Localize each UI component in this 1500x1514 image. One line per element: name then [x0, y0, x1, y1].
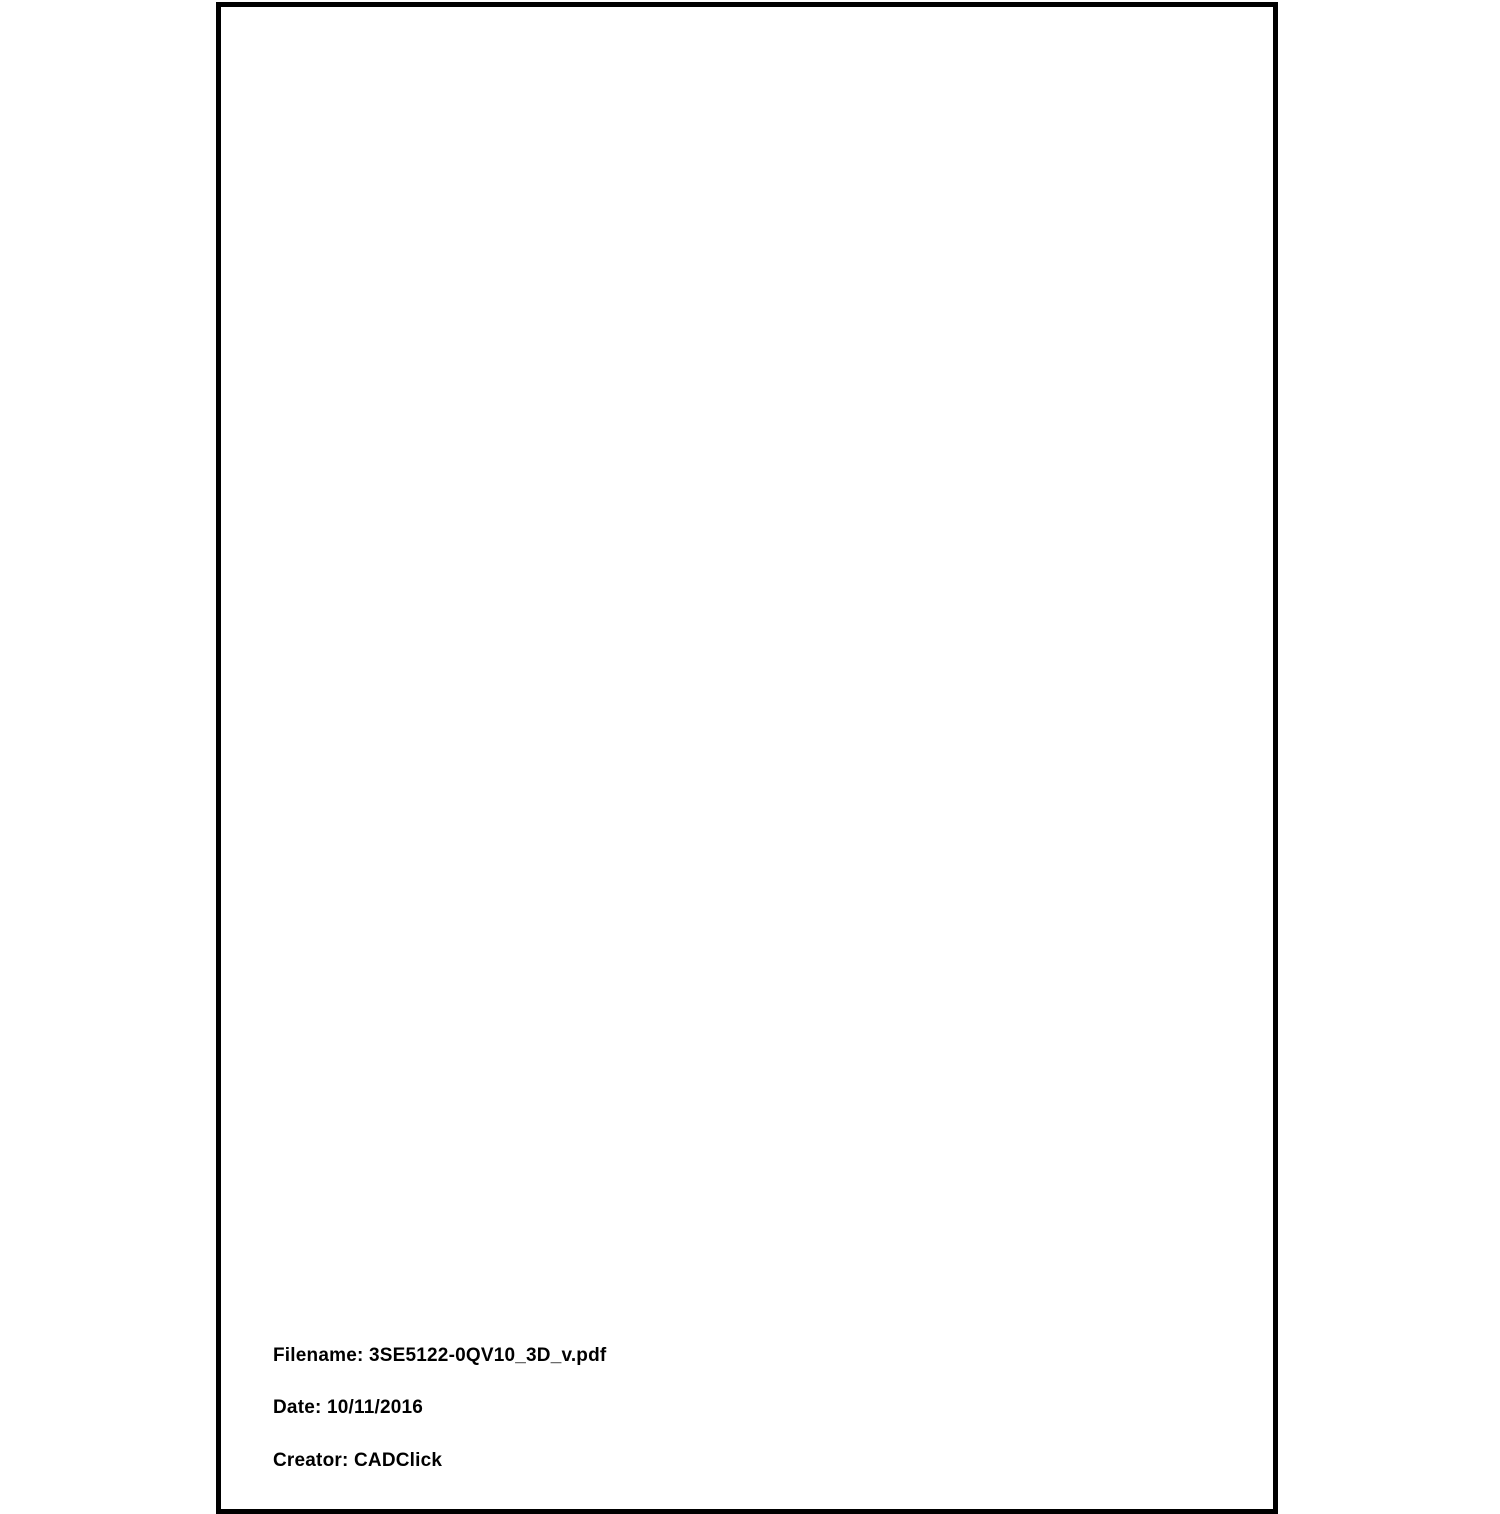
document-metadata-block [273, 1345, 1073, 1473]
metadata-label-date: Date: [273, 1397, 322, 1419]
metadata-label-creator: Creator: [273, 1450, 349, 1472]
metadata-row-creator [273, 1450, 1073, 1473]
metadata-value-filename: 3SE5122-0QV10_3D_v.pdf [368, 1344, 607, 1366]
metadata-label-filename: Filename: [273, 1344, 364, 1366]
metadata-row-filename [273, 1345, 1073, 1368]
metadata-row-date [273, 1397, 1073, 1420]
document-body-blank [221, 7, 1273, 1509]
metadata-value-creator: CADClick [354, 1450, 443, 1472]
document-page [216, 2, 1278, 1514]
metadata-value-date: 10/11/2016 [327, 1397, 424, 1419]
